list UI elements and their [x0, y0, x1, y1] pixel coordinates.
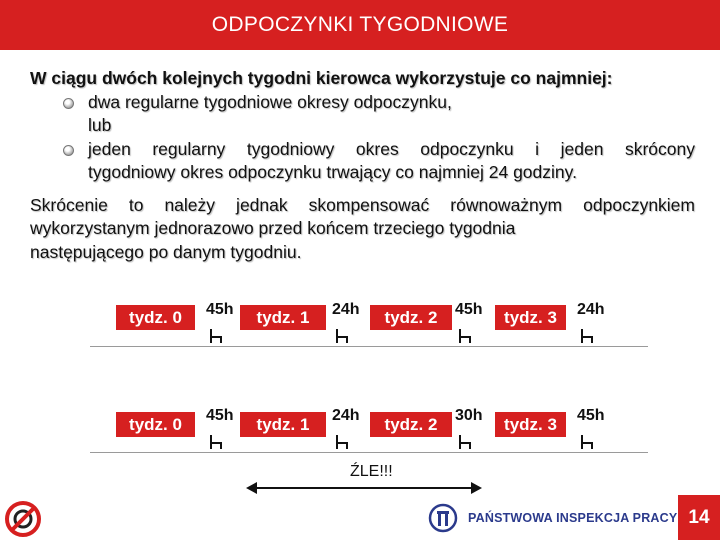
- bed-icon: [336, 434, 348, 450]
- compensation-line-1: Skrócenie to należy jednak skompensować równoważnym odpoczynkiem: [30, 194, 695, 215]
- week-block-3: tydz. 3: [495, 412, 566, 437]
- week-block-2: tydz. 2: [370, 412, 452, 437]
- bed-icon: [581, 434, 593, 450]
- rest-label-1: 45h: [206, 407, 234, 424]
- intro-text: W ciągu dwóch kolejnych tygodni kierowca wykorzystuje co najmniej:: [30, 68, 613, 88]
- footer-org-name: PAŃSTWOWA INSPEKCJA PRACY: [468, 511, 678, 525]
- week-block-1: tydz. 1: [240, 305, 326, 330]
- bed-icon: [210, 328, 222, 344]
- bed-icon: [336, 328, 348, 344]
- bullet-item-1: [30, 91, 695, 115]
- wrong-label: ŹLE!!!: [350, 463, 393, 480]
- week-block-0: tydz. 0: [116, 305, 195, 330]
- or-text: lub: [88, 115, 112, 135]
- no-speeding-icon: [4, 500, 42, 538]
- compensation-line-2: wykorzystanym jednorazowo przed końcem trzeciego tygodnia: [30, 218, 516, 238]
- rest-label-4: 24h: [577, 301, 605, 318]
- rest-label-3: 45h: [455, 301, 483, 318]
- timeline-line: [90, 452, 648, 453]
- page-number: 14: [678, 495, 720, 540]
- bullet-text-2a: jeden regularny tygodniowy okres odpoczynku i jeden skrócony: [88, 138, 695, 159]
- title-bar: [0, 0, 720, 50]
- rest-label-1: 45h: [206, 301, 234, 318]
- compensation-line-3: następującego po danym tygodniu.: [30, 241, 302, 262]
- rest-label-2: 24h: [332, 407, 360, 424]
- bullet-icon: [63, 98, 74, 109]
- timeline-line: [90, 346, 648, 347]
- rest-label-3: 30h: [455, 407, 483, 424]
- week-block-0: tydz. 0: [116, 412, 195, 437]
- double-arrow-icon: [246, 481, 482, 495]
- bed-icon: [210, 434, 222, 450]
- bullet-text-2b: tygodniowy okres odpoczynku trwający co najmniej 24 godziny.: [88, 162, 577, 182]
- body-text: [30, 67, 695, 264]
- bullet-item-2: [30, 138, 695, 185]
- pip-logo-icon: [428, 503, 458, 533]
- week-block-2: tydz. 2: [370, 305, 452, 330]
- bed-icon: [459, 328, 471, 344]
- page-title: ODPOCZYNKI TYGODNIOWE: [211, 13, 509, 36]
- week-block-3: tydz. 3: [495, 305, 566, 330]
- week-block-1: tydz. 1: [240, 412, 326, 437]
- compensation-paragraph: [30, 194, 695, 265]
- bed-icon: [459, 434, 471, 450]
- rest-label-4: 45h: [577, 407, 605, 424]
- rest-label-2: 24h: [332, 301, 360, 318]
- bullet-text-1: dwa regularne tygodniowe okresy odpoczynku,: [88, 91, 452, 112]
- bullet-icon: [63, 145, 74, 156]
- bed-icon: [581, 328, 593, 344]
